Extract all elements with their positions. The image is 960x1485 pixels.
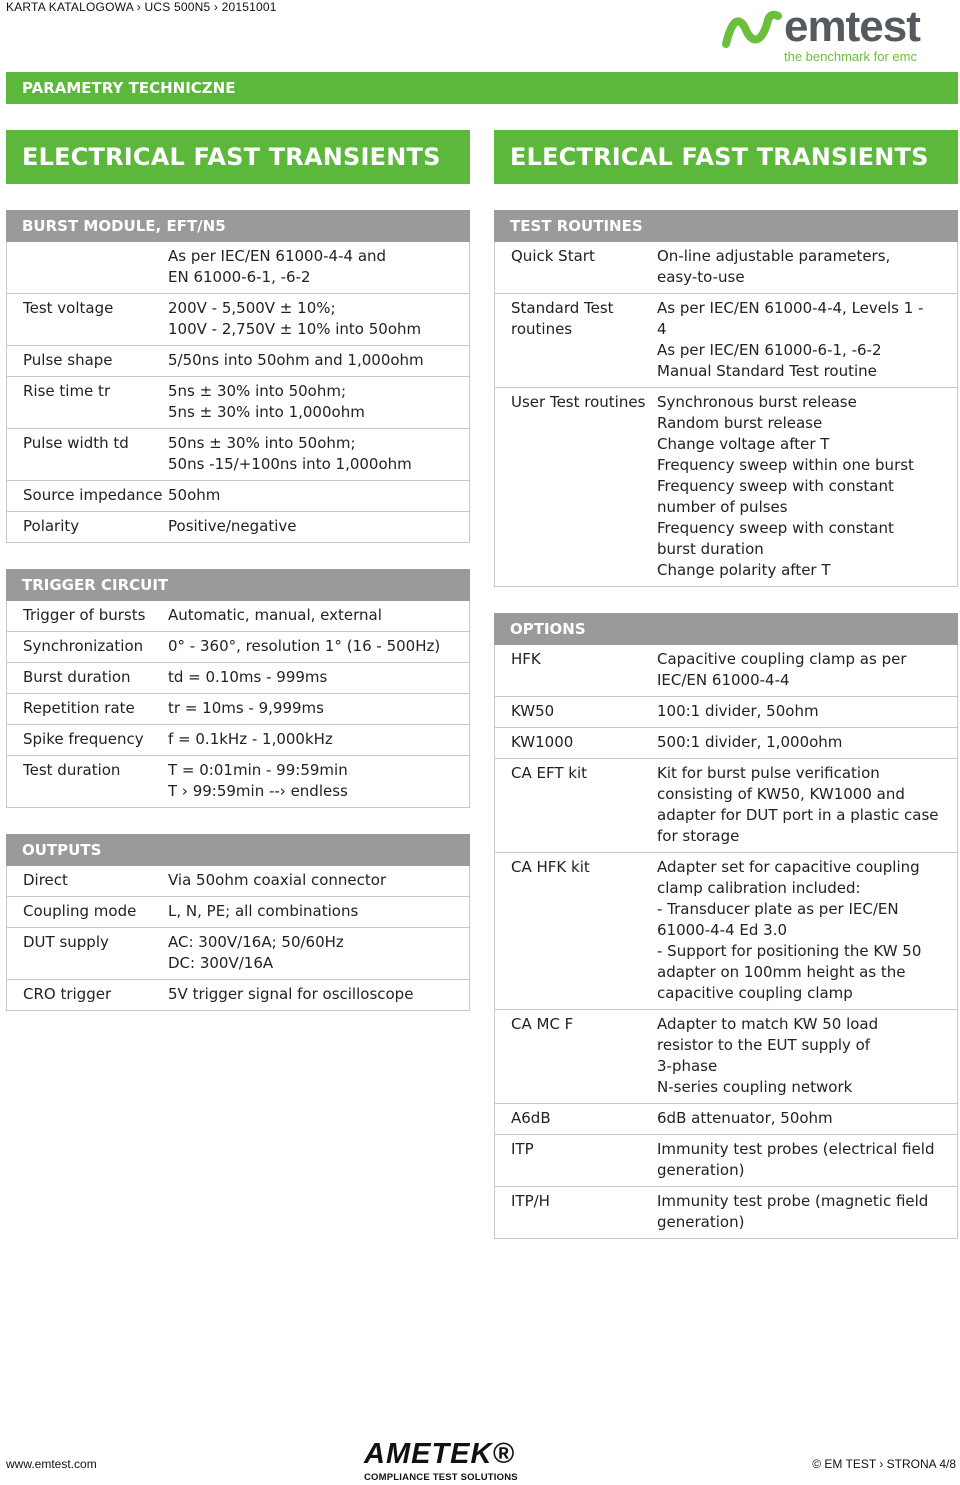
logo-wordmark: emtest [784,2,920,51]
spec-row [7,866,469,897]
spec-value: 5/50ns into 50ohm and 1,000ohm [168,351,424,369]
spec-key: Direct [23,871,68,889]
emtest-swoosh-icon [722,10,782,50]
footer-url[interactable]: www.emtest.com [6,1457,97,1471]
spec-key: Test duration [23,761,121,779]
spec-row [495,1135,957,1187]
spec-value: On-line adjustable parameters, easy-to-use [657,247,891,286]
ametek-subtitle: COMPLIANCE TEST SOLUTIONS [364,1472,518,1483]
spec-key: Burst duration [23,668,131,686]
spec-key: Rise time tr [23,382,111,400]
spec-value: td = 0.10ms - 999ms [168,668,328,686]
spec-value: 200V - 5,500V ± 10%; 100V - 2,750V ± 10% into 50ohm [168,299,422,338]
spec-row [7,429,469,481]
spec-row [7,694,469,725]
spec-key: CRO trigger [23,985,112,1003]
spec-value: As per IEC/EN 61000-4-4 and EN 61000-6-1, -6-2 [168,247,387,286]
spec-row [495,645,957,697]
spec-key: Pulse shape [23,351,113,369]
trigger-circuit-header: TRIGGER CIRCUIT [6,569,470,601]
emtest-logo [722,4,954,66]
spec-value: Via 50ohm coaxial connector [168,871,387,889]
ametek-logo [364,1438,540,1483]
spec-value: 50ns ± 30% into 50ohm; 50ns -15/+100ns into 1,000ohm [168,434,412,473]
spec-value: Synchronous burst release Random burst release Change voltage after T Frequency sweep within one burst Frequency sweep with constant number of pulses Frequency sweep with constant burst duration Change polarity after T [657,393,914,579]
spec-key: ITP/H [511,1192,550,1210]
spec-row [7,928,469,980]
spec-key: DUT supply [23,933,109,951]
spec-row [7,756,469,808]
spec-value: f = 0.1kHz - 1,000kHz [168,730,333,748]
test-routines-header: TEST ROUTINES [494,210,958,242]
spec-key: Spike frequency [23,730,144,748]
spec-value: 500:1 divider, 1,000ohm [657,733,843,751]
spec-key: Trigger of bursts [23,606,146,624]
spec-value: 0° - 360°, resolution 1° (16 - 500Hz) [168,637,441,655]
spec-key: Repetition rate [23,699,135,717]
page-number: © EM TEST › STRONA 4/8 [812,1457,956,1471]
spec-row [495,728,957,759]
spec-key: Pulse width td [23,434,129,452]
section-banner: PARAMETRY TECHNICZNE [6,72,958,104]
spec-value: T = 0:01min - 99:59min T › 99:59min --› endless [168,761,348,800]
spec-key: A6dB [511,1109,551,1127]
breadcrumb: KARTA KATALOGOWA › UCS 500N5 › 20151001 [6,0,277,14]
spec-key: KW50 [511,702,555,720]
spec-row [495,294,957,388]
spec-value: Adapter to match KW 50 load resistor to the EUT supply of 3-phase N-series coupling network [657,1015,879,1096]
spec-row [495,388,957,587]
spec-value: Adapter set for capacitive coupling clamp calibration included: - Transducer plate as per IEC/EN 61000-4-4 Ed 3.0 - Support for positioning the KW 50 adapter on 100mm height as the capacitive coupling clamp [657,858,922,1002]
spec-row [7,897,469,928]
spec-row [7,632,469,663]
spec-key: Quick Start [511,247,595,265]
spec-row [7,346,469,377]
trigger-circuit-table [6,601,470,808]
spec-row [495,1010,957,1104]
spec-key [7,246,168,288]
outputs-table [6,866,470,1011]
options-header: OPTIONS [494,613,958,645]
left-title: ELECTRICAL FAST TRANSIENTS [6,130,470,184]
spec-key: Coupling mode [23,902,137,920]
spec-key: CA HFK kit [511,858,590,876]
logo-tagline: the benchmark for emc [784,49,917,64]
outputs-header: OUTPUTS [6,834,470,866]
right-title: ELECTRICAL FAST TRANSIENTS [494,130,958,184]
spec-row [7,512,469,543]
spec-value: 100:1 divider, 50ohm [657,702,819,720]
spec-key: Test voltage [23,299,114,317]
spec-row [7,377,469,429]
spec-value: Kit for burst pulse verification consisting of KW50, KW1000 and adapter for DUT port in a plastic case for storage [657,764,939,845]
spec-row [7,663,469,694]
options-table [494,645,958,1239]
spec-row [7,980,469,1011]
spec-value: AC: 300V/16A; 50/60Hz DC: 300V/16A [168,933,344,972]
spec-row [495,1187,957,1239]
spec-value: L, N, PE; all combinations [168,902,359,920]
spec-key: Source impedance [23,486,163,504]
spec-row [495,759,957,853]
burst-module-table [6,242,470,543]
spec-row [7,481,469,512]
spec-key: CA EFT kit [511,764,588,782]
left-column [6,130,470,1011]
spec-row [7,242,469,294]
right-column [494,130,958,1239]
spec-row [495,1104,957,1135]
spec-key: HFK [511,650,541,668]
spec-row [7,294,469,346]
spec-value: Positive/negative [168,517,297,535]
spec-row [7,725,469,756]
spec-key: CA MC F [511,1015,574,1033]
spec-key: User Test routines [511,393,646,411]
spec-value: Capacitive coupling clamp as per IEC/EN 61000-4-4 [657,650,907,689]
spec-value: tr = 10ms - 9,999ms [168,699,324,717]
spec-value: Immunity test probe (magnetic field generation) [657,1192,929,1231]
spec-row [7,601,469,632]
spec-value: 6dB attenuator, 50ohm [657,1109,833,1127]
spec-value: Automatic, manual, external [168,606,382,624]
spec-key: Polarity [23,517,80,535]
spec-row [495,242,957,294]
spec-value: 5ns ± 30% into 50ohm; 5ns ± 30% into 1,000ohm [168,382,365,421]
spec-value: As per IEC/EN 61000-4-4, Levels 1 - 4 As per IEC/EN 61000-6-1, -6-2 Manual Standard Test routine [657,299,924,380]
ametek-wordmark: AMETEK® [364,1438,515,1470]
test-routines-table [494,242,958,587]
spec-value: 50ohm [168,486,221,504]
spec-key: Standard Test routines [511,299,614,338]
spec-value: Immunity test probes (electrical field generation) [657,1140,935,1179]
spec-key: KW1000 [511,733,574,751]
burst-module-header: BURST MODULE, EFT/N5 [6,210,470,242]
spec-key: Synchronization [23,637,144,655]
spec-key: ITP [511,1140,534,1158]
spec-value: 5V trigger signal for oscilloscope [168,985,414,1003]
spec-row [495,697,957,728]
spec-row [495,853,957,1010]
